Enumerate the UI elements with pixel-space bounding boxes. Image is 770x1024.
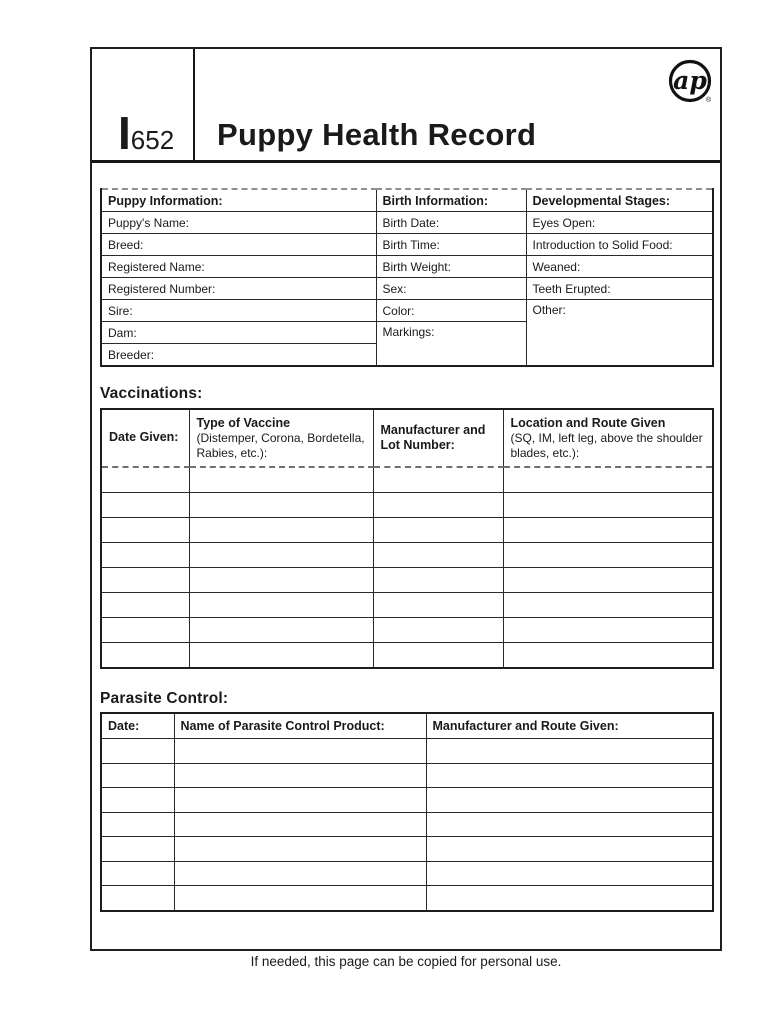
empty-cell [426, 739, 713, 764]
empty-cell [373, 467, 503, 493]
empty-row [101, 886, 713, 911]
vaccinations-heading: Vaccinations: [100, 385, 203, 402]
empty-cell [101, 861, 174, 886]
empty-cell [101, 837, 174, 862]
title-cell [195, 49, 720, 160]
empty-cell [174, 788, 426, 813]
empty-cell [373, 568, 503, 593]
info-row [101, 212, 713, 234]
empty-row [101, 643, 713, 669]
ap-logo [667, 58, 715, 106]
empty-cell [101, 643, 189, 669]
empty-cell [503, 568, 713, 593]
location-route-label: Location and Route Given [510, 415, 666, 430]
empty-cell [174, 861, 426, 886]
location-route-note: (SQ, IM, left leg, above the shoulder blades, etc.): [510, 431, 703, 460]
type-of-vaccine-note: (Distemper, Corona, Bordetella, Rabies, etc.): [196, 431, 365, 460]
form-code-number: 652 [130, 125, 175, 155]
type-of-vaccine-label: Type of Vaccine [196, 415, 291, 430]
cell-eyes-open: Eyes Open: [526, 212, 713, 234]
cell-breeder: Breeder: [101, 344, 376, 367]
empty-cell [503, 618, 713, 643]
empty-cell [426, 861, 713, 886]
empty-cell [189, 593, 373, 618]
info-row [101, 234, 713, 256]
form-header [92, 49, 720, 163]
empty-cell [426, 763, 713, 788]
footer-note: If needed, this page can be copied for personal use. [250, 954, 562, 969]
empty-cell [503, 493, 713, 518]
info-row [101, 256, 713, 278]
empty-cell [174, 763, 426, 788]
vaccinations-empty-rows [101, 467, 713, 668]
puppy-info-table [100, 188, 714, 367]
empty-cell [101, 812, 174, 837]
empty-cell [503, 593, 713, 618]
form-code [118, 107, 175, 159]
ap-logo-text: ap [673, 66, 707, 95]
empty-cell [101, 739, 174, 764]
empty-cell [189, 618, 373, 643]
empty-row [101, 518, 713, 543]
cell-other: Other: [526, 300, 713, 367]
empty-cell [189, 543, 373, 568]
cell-sex: Sex: [376, 278, 526, 300]
header-manufacturer-route: Manufacturer and Route Given: [426, 713, 713, 739]
empty-row [101, 568, 713, 593]
header-birth-information: Birth Information: [376, 189, 526, 212]
parasite-control-table [100, 712, 714, 912]
empty-cell [426, 812, 713, 837]
cell-breed: Breed: [101, 234, 376, 256]
empty-cell [189, 518, 373, 543]
empty-cell [373, 518, 503, 543]
cell-teeth-erupted: Teeth Erupted: [526, 278, 713, 300]
empty-cell [101, 886, 174, 911]
manufacturer-lot-label: Manufacturer and Lot Number: [380, 422, 486, 452]
empty-row [101, 543, 713, 568]
empty-row [101, 467, 713, 493]
empty-row [101, 493, 713, 518]
form-code-cell [92, 49, 195, 160]
cell-dam: Dam: [101, 322, 376, 344]
cell-birth-date: Birth Date: [376, 212, 526, 234]
info-row [101, 300, 713, 322]
info-header-row [101, 189, 713, 212]
header-developmental-stages: Developmental Stages: [526, 189, 713, 212]
empty-cell [174, 837, 426, 862]
header-type-of-vaccine [189, 409, 373, 467]
empty-cell [373, 643, 503, 669]
empty-cell [101, 493, 189, 518]
cell-birth-time: Birth Time: [376, 234, 526, 256]
parasite-header-row [101, 713, 713, 739]
empty-row [101, 837, 713, 862]
header-parasite-product: Name of Parasite Control Product: [174, 713, 426, 739]
empty-cell [101, 593, 189, 618]
empty-cell [373, 618, 503, 643]
empty-row [101, 618, 713, 643]
vaccinations-header-row [101, 409, 713, 467]
empty-cell [426, 837, 713, 862]
empty-cell [503, 643, 713, 669]
empty-cell [189, 568, 373, 593]
cell-color: Color: [376, 300, 526, 322]
empty-cell [426, 886, 713, 911]
cell-puppys-name: Puppy's Name: [101, 212, 376, 234]
ap-logo-icon [667, 58, 715, 106]
empty-row [101, 593, 713, 618]
empty-row [101, 861, 713, 886]
empty-cell [426, 788, 713, 813]
empty-cell [189, 493, 373, 518]
empty-row [101, 739, 713, 764]
cell-markings: Markings: [376, 322, 526, 367]
empty-cell [101, 467, 189, 493]
parasite-empty-rows [101, 739, 713, 911]
info-row [101, 278, 713, 300]
cell-weaned: Weaned: [526, 256, 713, 278]
header-date-given [101, 409, 189, 467]
page-title: Puppy Health Record [217, 117, 537, 152]
empty-cell [174, 739, 426, 764]
registered-mark: ® [706, 97, 712, 104]
empty-cell [503, 518, 713, 543]
empty-cell [373, 543, 503, 568]
empty-cell [373, 493, 503, 518]
empty-cell [373, 593, 503, 618]
header-location-route [503, 409, 713, 467]
header-date: Date: [101, 713, 174, 739]
date-given-label: Date Given: [109, 430, 179, 445]
cell-introduction-solid-food: Introduction to Solid Food: [526, 234, 713, 256]
header-manufacturer-lot [373, 409, 503, 467]
form-code-prefix: I [118, 107, 131, 159]
empty-cell [174, 886, 426, 911]
header-puppy-information: Puppy Information: [101, 189, 376, 212]
empty-cell [101, 618, 189, 643]
parasite-control-heading: Parasite Control: [100, 690, 229, 707]
empty-cell [503, 467, 713, 493]
cell-birth-weight: Birth Weight: [376, 256, 526, 278]
empty-cell [174, 812, 426, 837]
empty-cell [101, 568, 189, 593]
cell-sire: Sire: [101, 300, 376, 322]
empty-row [101, 763, 713, 788]
empty-row [101, 812, 713, 837]
empty-cell [101, 763, 174, 788]
empty-cell [101, 788, 174, 813]
vaccinations-table [100, 408, 714, 669]
empty-cell [189, 643, 373, 669]
empty-cell [101, 543, 189, 568]
empty-cell [503, 543, 713, 568]
empty-cell [189, 467, 373, 493]
cell-registered-number: Registered Number: [101, 278, 376, 300]
cell-registered-name: Registered Name: [101, 256, 376, 278]
empty-row [101, 788, 713, 813]
empty-cell [101, 518, 189, 543]
